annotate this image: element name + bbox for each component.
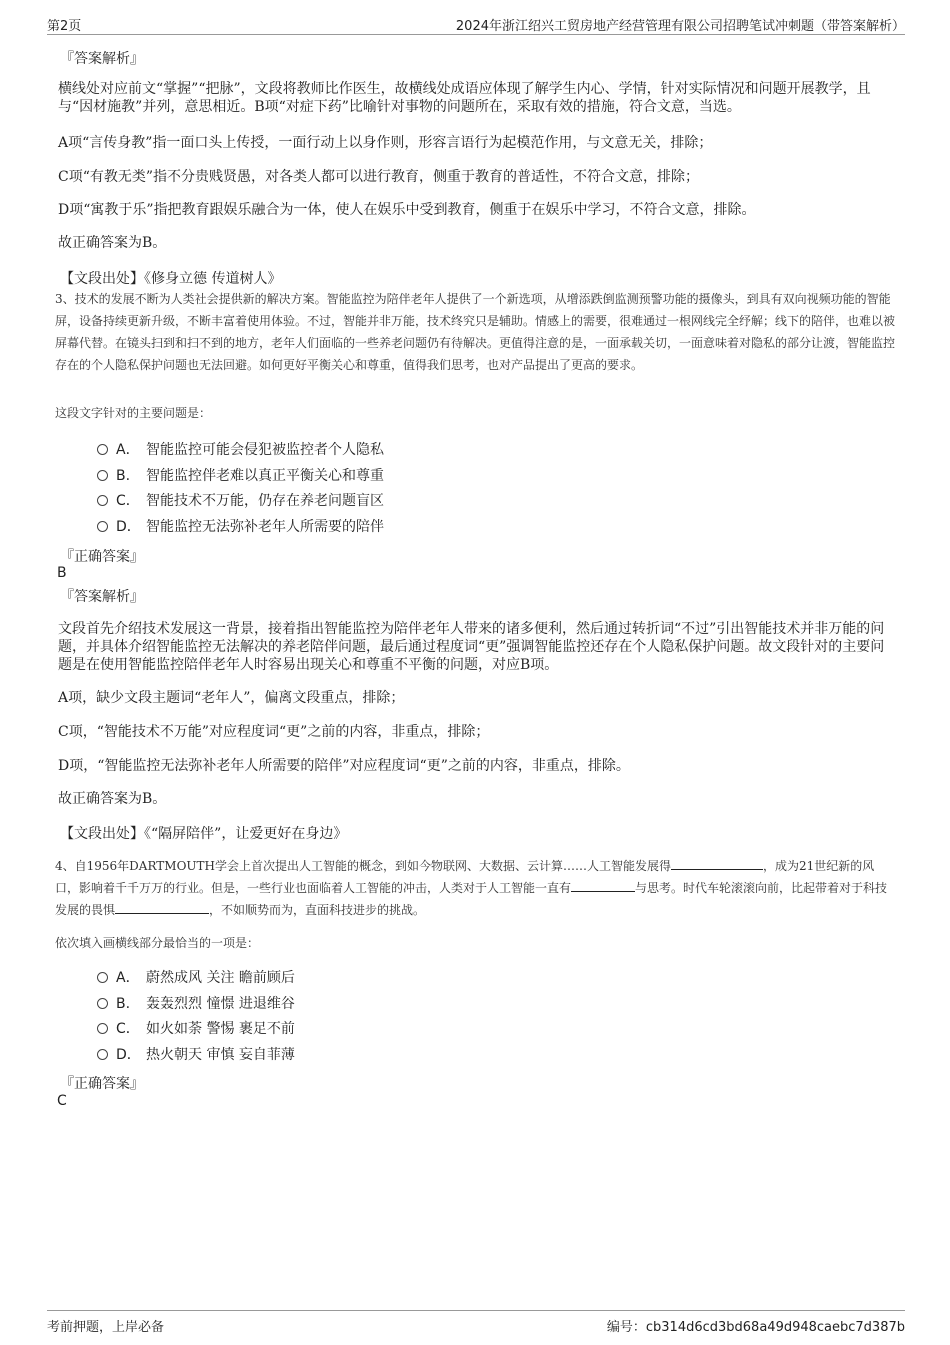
q4-option-a[interactable]: A． 蔚然成风 关注 瞻前顾后 xyxy=(97,968,295,988)
radio-icon[interactable] xyxy=(97,1023,108,1034)
q2-analysis-option-c: C项“有教无类”指不分贵贱贤愚，对各类人都可以进行教育，侧重于教育的普适性，不符合文意，排除； xyxy=(58,169,700,185)
document-title: 2024年浙江绍兴工贸房地产经营管理有限公司招聘笔试冲刺题（带答案解析） xyxy=(455,19,905,34)
q3-stem: 3、技术的发展不断为人类社会提供新的解决方案。智能监控为陪伴老年人提供了一个新选项，从增添跌倒监测预警功能的摄像头，到具有双向视频功能的智能屏，设备持续更新升级，不断丰富着使用体验。不过，智能并非万能，技术终究只是辅助。情感上的需要，很难通过一根网线完全纾解；线下的陪伴，也难以被屏幕代替。在镜头扫到和扫不到的地方，老年人们面临的一些养老问题仍有待解决。更值得注意的是，一面承载关切，一面意味着对隐私的部分让渡，智能监控存在的个人隐私保护问题也无法回避。如何更好平衡关心和尊重，值得我们思考，也对产品提出了更高的要求。 xyxy=(55,292,896,372)
q3-answer-heading: 『正确答案』 xyxy=(60,549,144,565)
q3-analysis-option-c: C项，“智能技术不万能”对应程度词“更”之前的内容，非重点，排除； xyxy=(58,724,490,740)
page-header xyxy=(47,14,905,35)
radio-icon[interactable] xyxy=(97,495,108,506)
q3-analysis-heading: 『答案解析』 xyxy=(60,589,144,605)
document-code: 编号：cb314d6cd3bd68a49d948caebc7d387b xyxy=(606,1320,905,1335)
q2-conclusion: 故正确答案为B。 xyxy=(58,235,167,251)
q4-stem: 4、自1956年DARTMOUTH学会上首次提出人工智能的概念，到如今物联网、大数据、云计算……人工智能发展得 ，成为21世纪新的风口，影响着千千万万的行业。但是，一些行业也面临着人工智能的冲击，人类对于人工智能一直有 与思考。时代车轮滚滚向前，比起带着对于科技发展的畏惧 ，不如顺势而为，直面科技进步的挑战。 xyxy=(55,859,888,917)
q3-option-b[interactable]: B. 智能监控伴老难以真正平衡关心和尊重 xyxy=(97,466,384,486)
q4-option-b[interactable]: B. 轰轰烈烈 憧憬 进退维谷 xyxy=(97,994,295,1014)
page-footer xyxy=(47,1310,905,1339)
radio-icon[interactable] xyxy=(97,444,108,455)
q3-option-d[interactable]: D． 智能监控无法弥补老年人所需要的陪伴 xyxy=(97,517,384,537)
q4-answer-heading: 『正确答案』 xyxy=(60,1076,144,1092)
q3-question: 这段文字针对的主要问题是： xyxy=(55,406,212,420)
q2-source: 【文段出处】《修身立德 传道树人》 xyxy=(60,271,282,287)
q4-blank-2 xyxy=(571,879,635,892)
q4-option-c[interactable]: C． 如火如荼 警惕 裹足不前 xyxy=(97,1019,295,1039)
q4-blank-3 xyxy=(115,901,209,914)
q4-question: 依次填入画横线部分最恰当的一项是： xyxy=(55,936,260,950)
q3-answer: B xyxy=(57,565,67,581)
q3-analysis-option-a: A项，缺少文段主题词“老年人”，偏离文段重点，排除； xyxy=(58,690,405,706)
q3-source: 【文段出处】《“隔屏陪伴”，让爱更好在身边》 xyxy=(60,826,348,842)
q3-analysis-paragraph: 文段首先介绍技术发展这一背景，接着指出智能监控为陪伴老年人带来的诸多便利，然后通过转折词“不过”引出智能技术并非万能的问题，并具体介绍智能监控无法解决的养老陪伴问题，最后通过程度词“更”强调智能监控还存在个人隐私保护问题。故文段针对的主要问题是在使用智能监控陪伴老年人时容易出现关心和尊重不平衡的问题，对应B项。 xyxy=(58,621,885,673)
radio-icon[interactable] xyxy=(97,1049,108,1060)
q3-option-c[interactable]: C． 智能技术不万能，仍存在养老问题盲区 xyxy=(97,491,384,511)
q3-conclusion: 故正确答案为B。 xyxy=(58,791,167,807)
footer-slogan: 考前押题，上岸必备 xyxy=(47,1320,165,1335)
radio-icon[interactable] xyxy=(97,470,108,481)
radio-icon[interactable] xyxy=(97,972,108,983)
q3-option-a[interactable]: A． 智能监控可能会侵犯被监控者个人隐私 xyxy=(97,440,384,460)
radio-icon[interactable] xyxy=(97,998,108,1009)
q4-blank-1 xyxy=(671,857,763,870)
q4-answer: C xyxy=(57,1093,67,1109)
q2-analysis-option-d: D项“寓教于乐”指把教育跟娱乐融合为一体，使人在娱乐中受到教育，侧重于在娱乐中学习，不符合文意，排除。 xyxy=(58,202,756,218)
q2-analysis-heading: 『答案解析』 xyxy=(60,51,144,67)
q3-analysis-option-d: D项，“智能监控无法弥补老年人所需要的陪伴”对应程度词“更”之前的内容，非重点，排除。 xyxy=(58,758,630,774)
page-number: 第2页 xyxy=(47,19,82,34)
radio-icon[interactable] xyxy=(97,521,108,532)
q2-analysis-paragraph: 横线处对应前文“掌握”“把脉”，文段将教师比作医生，故横线处成语应体现了解学生内心、学情，针对实际情况和问题开展教学，且与“因材施教”并列，意思相近。B项“对症下药”比喻针对事物的问题所在，采取有效的措施，符合文意，当选。 xyxy=(58,81,871,115)
q4-option-d[interactable]: D． 热火朝天 审慎 妄自菲薄 xyxy=(97,1045,295,1065)
q2-analysis-option-a: A项“言传身教”指一面口头上传授，一面行动上以身作则，形容言语行为起模范作用，与文意无关，排除； xyxy=(58,135,713,151)
